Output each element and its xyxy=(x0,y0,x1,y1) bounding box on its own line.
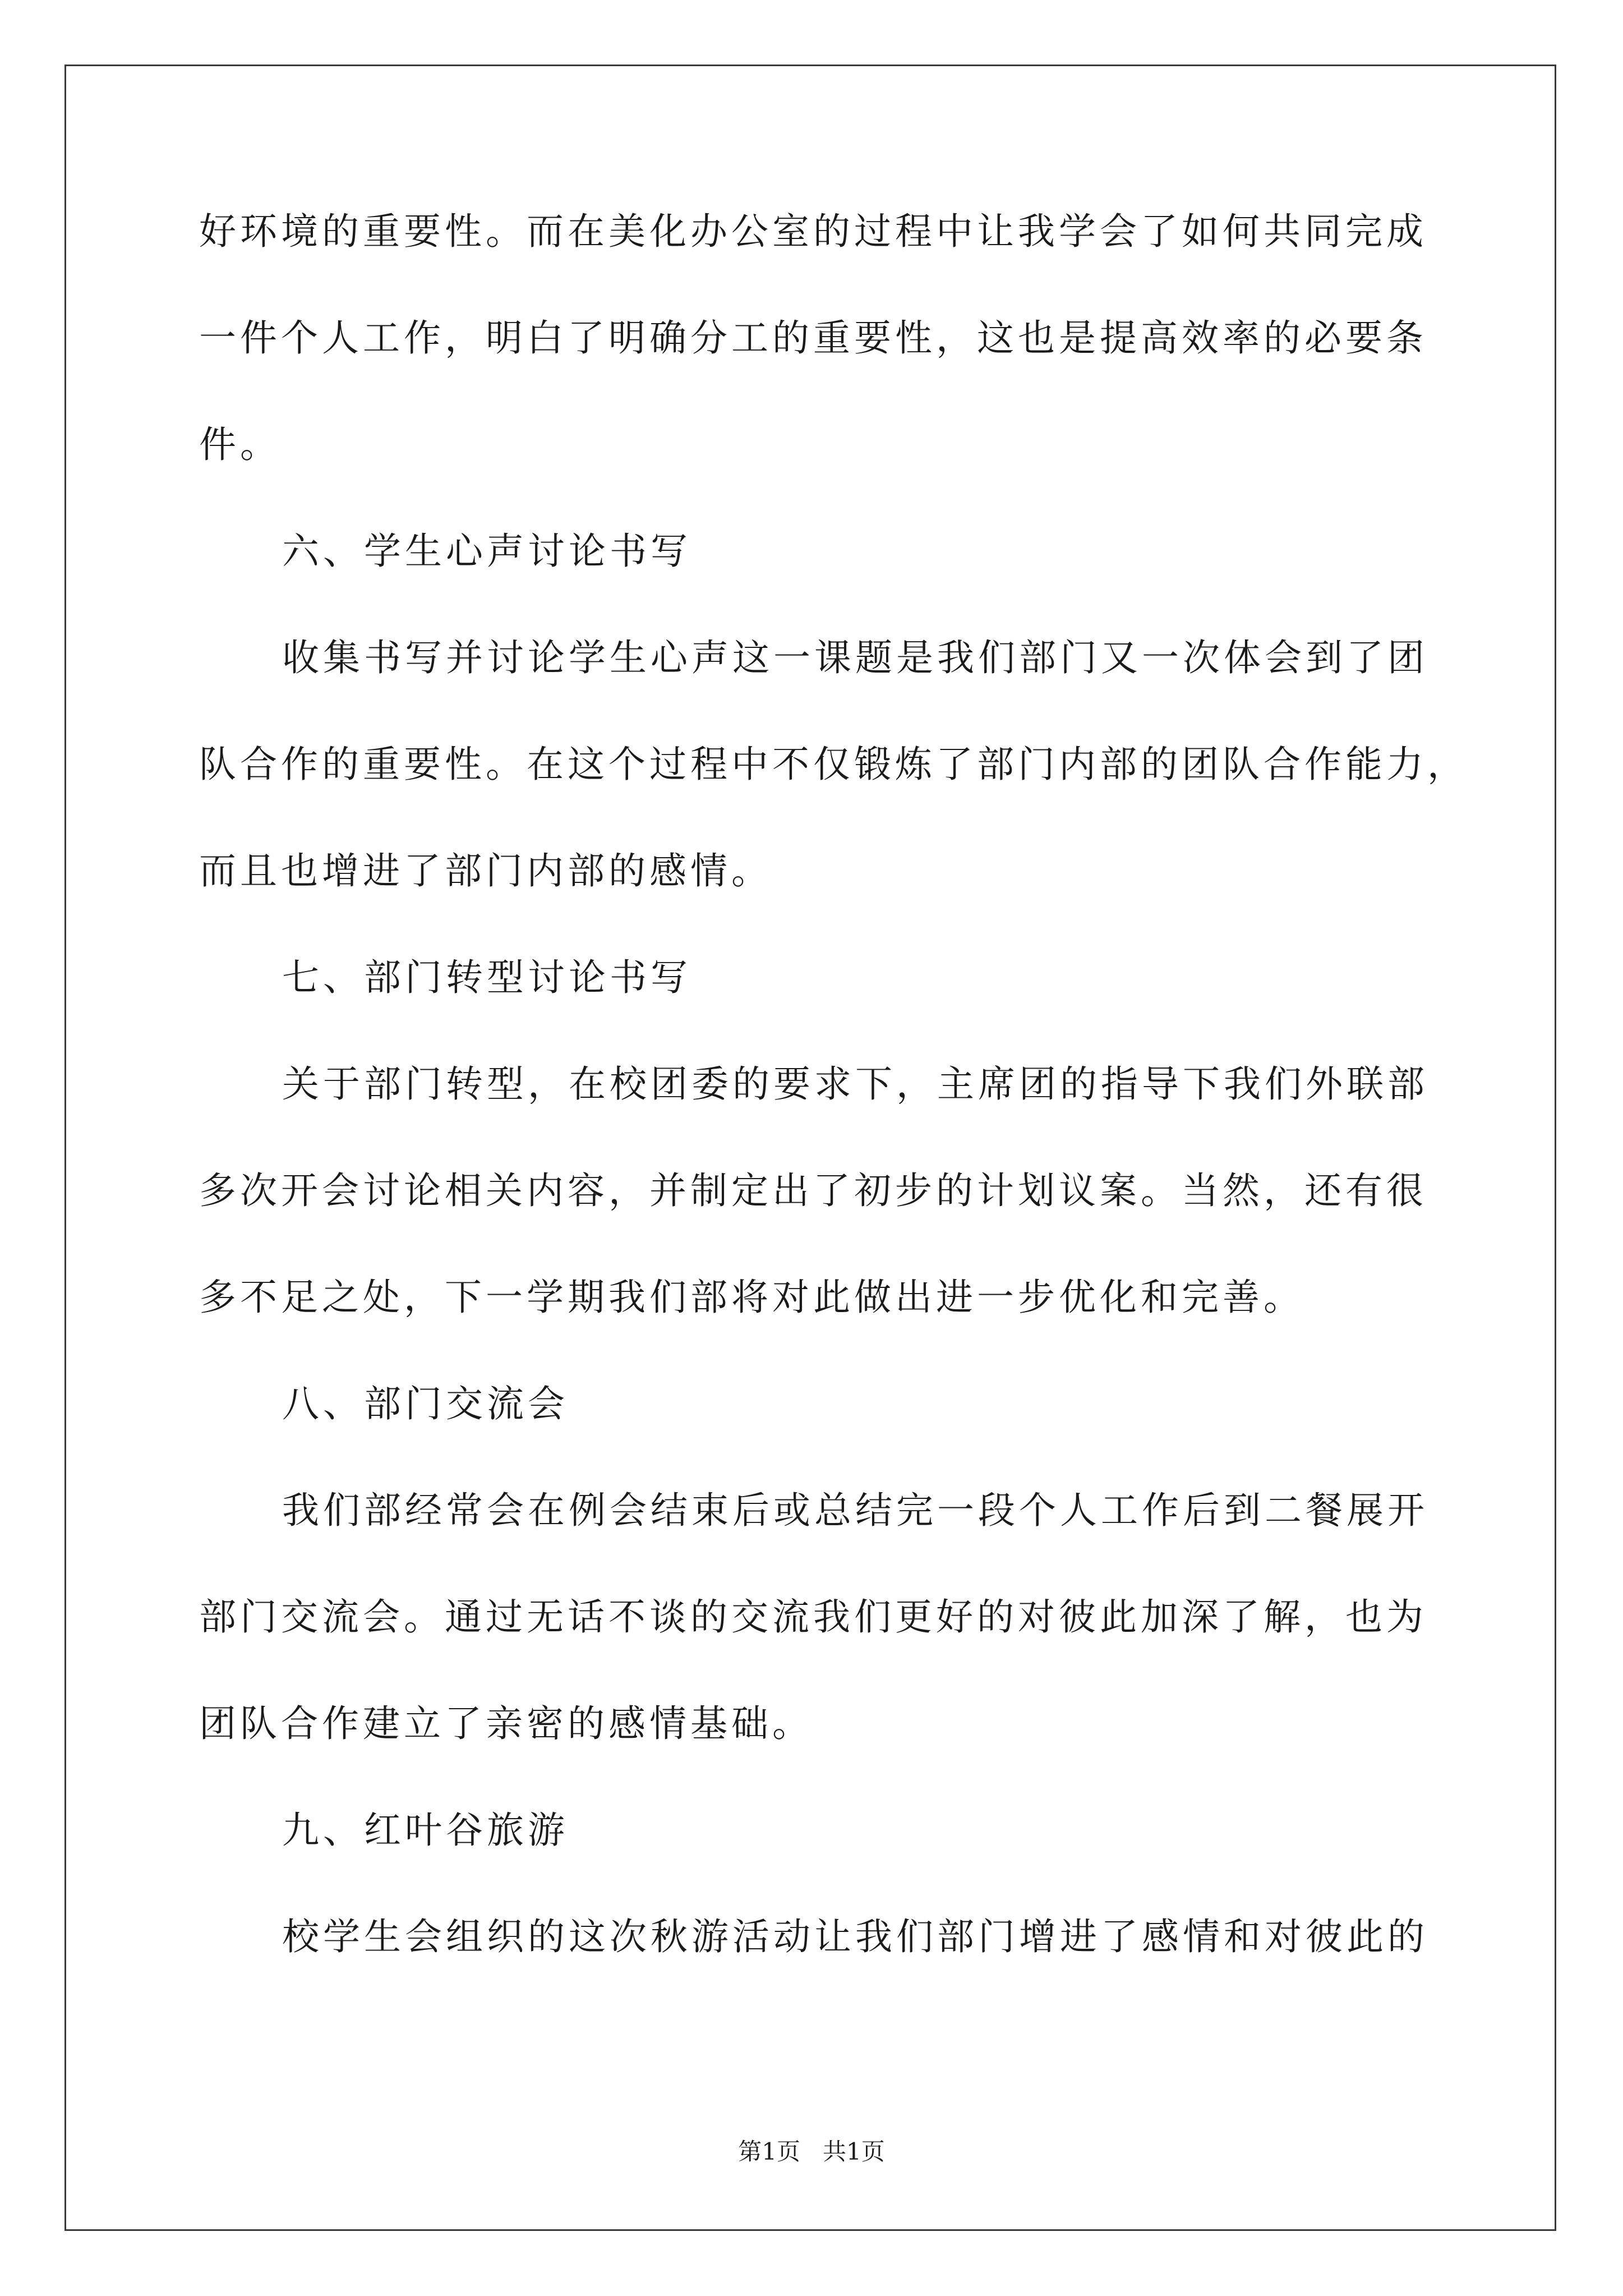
section-heading: 八、部门交流会 xyxy=(282,1382,569,1425)
text-line: 校学生会组织的这次秋游活动让我们部门增进了感情和对彼此的 xyxy=(282,1915,1428,1958)
text-line: 一件个人工作，明白了明确分工的重要性，这也是提高效率的必要条 xyxy=(199,316,1427,360)
text-line: 队合作的重要性。在这个过程中不仅锻炼了部门内部的团队合作能力， xyxy=(199,743,1468,786)
page-number-footer: 第1页 共1页 xyxy=(738,2138,885,2165)
text-line: 收集书写并讨论学生心声这一课题是我们部门又一次体会到了团 xyxy=(282,636,1428,679)
text-line: 关于部门转型，在校团委的要求下，主席团的指导下我们外联部 xyxy=(282,1062,1428,1106)
section-heading: 六、学生心声讨论书写 xyxy=(282,530,691,573)
text-line: 团队合作建立了亲密的感情基础。 xyxy=(199,1702,813,1745)
text-line: 好环境的重要性。而在美化办公室的过程中让我学会了如何共同完成 xyxy=(199,210,1427,253)
document-body xyxy=(199,210,1468,2025)
text-line: 我们部经常会在例会结束后或总结完一段个人工作后到二餐展开 xyxy=(282,1489,1428,1532)
text-line: 件。 xyxy=(199,423,281,466)
text-line: 多不足之处，下一学期我们部将对此做出进一步优化和完善。 xyxy=(199,1276,1304,1319)
text-line: 而且也增进了部门内部的感情。 xyxy=(199,849,772,892)
section-heading: 九、红叶谷旅游 xyxy=(282,1809,569,1852)
text-line: 多次开会讨论相关内容，并制定出了初步的计划议案。当然，还有很 xyxy=(199,1169,1427,1212)
text-line: 部门交流会。通过无话不谈的交流我们更好的对彼此加深了解，也为 xyxy=(199,1595,1427,1639)
section-heading: 七、部门转型讨论书写 xyxy=(282,956,691,999)
